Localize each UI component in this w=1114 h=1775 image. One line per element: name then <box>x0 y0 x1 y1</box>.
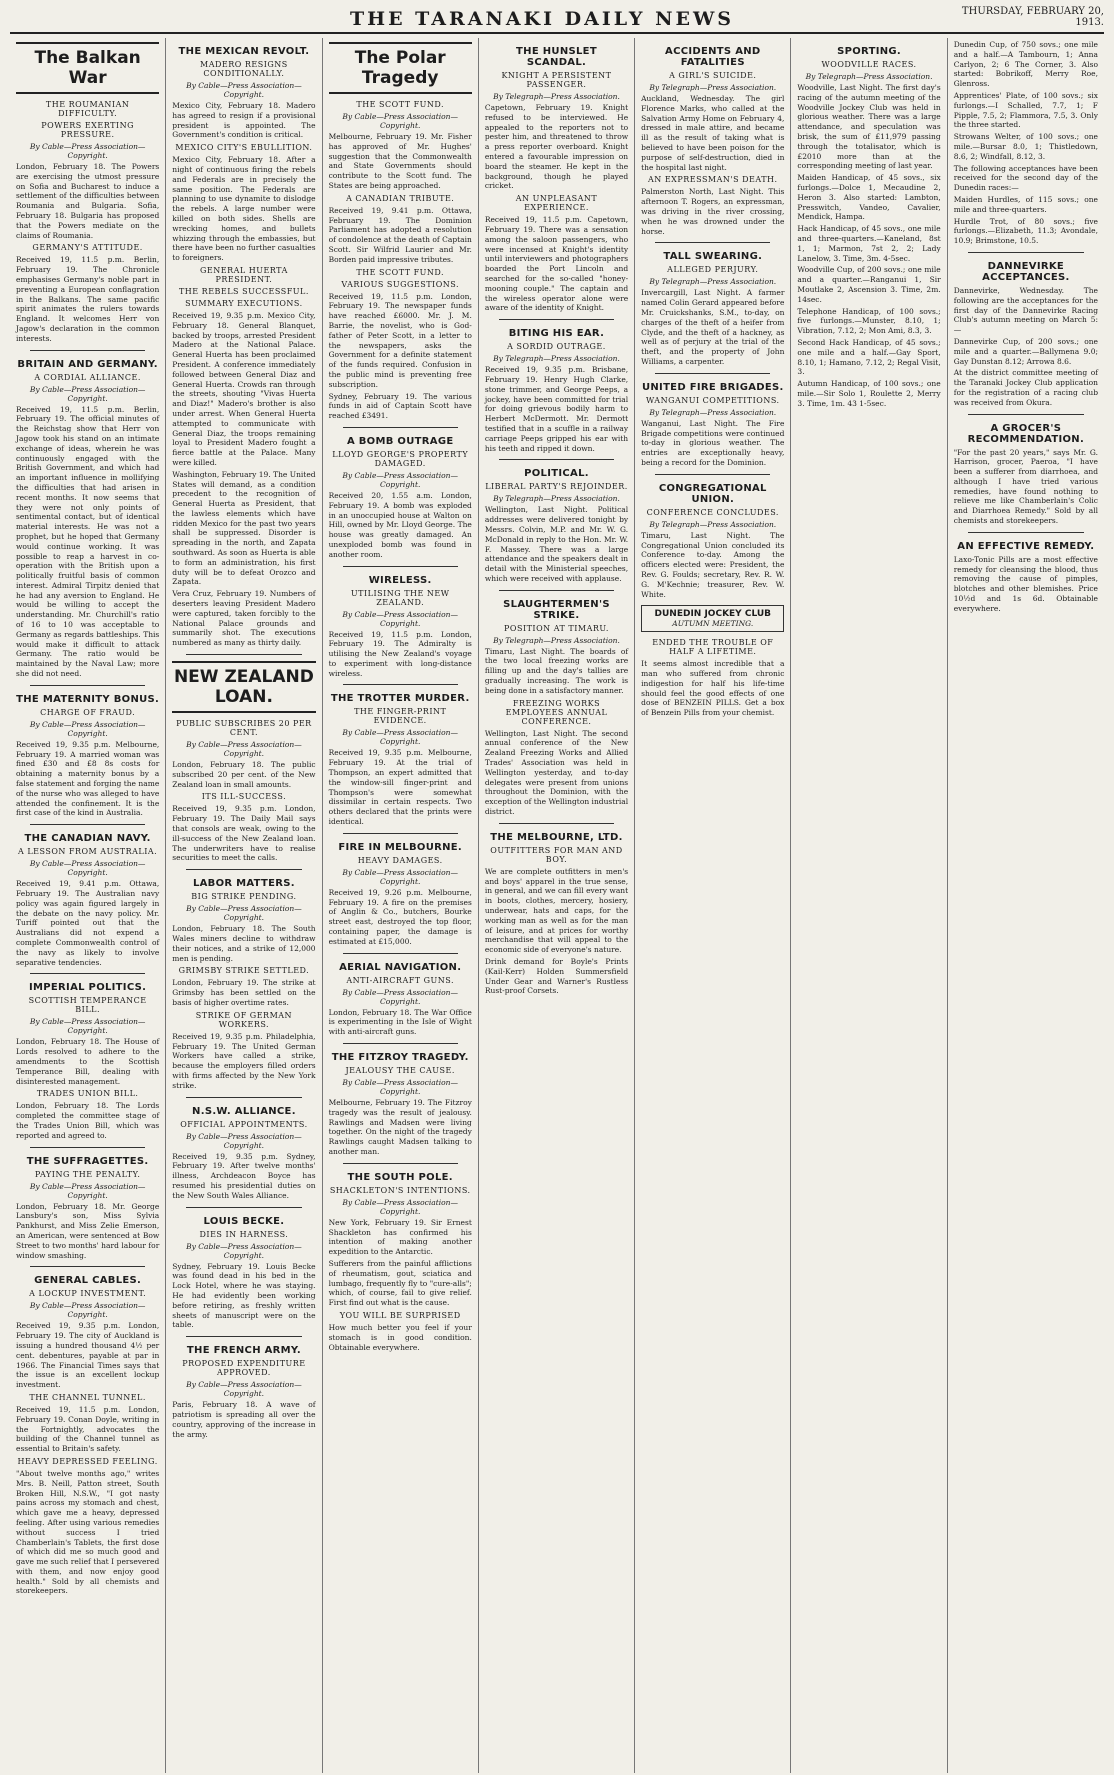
divider <box>499 823 614 824</box>
article-headline: N.S.W. ALLIANCE. <box>192 1105 296 1117</box>
article-subheading: LIBERAL PARTY'S REJOINDER. <box>485 482 628 492</box>
article-text: Dannevirke Cup, of 200 sovs.; one mile and a quarter.—Ballymena 9.0; Gay Dunstan 8.12; Arrowa 8.6. <box>953 336 1098 366</box>
article-text: Strowans Welter, of 100 sovs.; one mile.—Bursar 8.0, 1; Thistledown, 8.6, 2; Windfall, 8.12, 3. <box>953 132 1098 161</box>
article-text: London, February 18. Mr. George Lansbury's son, Miss Sylvia Pankhurst, and Miss Zelie Emerson, an American, were sentenced at Bow Street to two months' hard labour for window smashing. <box>16 1201 160 1260</box>
article-headline: TALL SWEARING. <box>663 251 763 263</box>
article-subheading: ITS ILL-SUCCESS. <box>201 792 287 802</box>
article-text: Autumn Handicap, of 100 sovs.; one mile.—Sir Solo 1, Roulette 2, Merry 3. Time, 1m. 43 1-5sec. <box>797 379 941 408</box>
article-subheading: MADERO RESIGNS CONDITIONALLY. <box>200 60 288 78</box>
article-subheading: A LESSON FROM AUSTRALIA. <box>18 847 158 857</box>
article-text: Melbourne, February 19. Mr. Fisher has approved of Mr. Hughes' suggestion that the Commonwealth and State Governments should contribute to the Scott fund. The States are being approached. <box>328 132 472 190</box>
article-dateline: By Cable—Press Association—Copyright. <box>342 728 458 747</box>
article-text: London, February 18. The Powers are exercising the utmost pressure on Sofia and Bucharest to induce a settlement of the difficulties between Roumania and Bulgaria. Sofia, February 18. Bulgaria has proposed that the Powers mediate on the claims of Roumania. <box>16 162 160 240</box>
article-dateline: By Telegraph—Press Association. <box>493 92 620 101</box>
article-text: Received 19, 9.41 p.m. Ottawa, February 19. The Dominion Parliament has adopted a resolution of condolence at the death of Captain Scott. Sir Wilfrid Laurier and Mr. Borden paid impressive tributes. <box>328 205 472 264</box>
article-subheading: ALLEGED PERJURY. <box>667 265 759 275</box>
article-text: Received 19, 11.5 p.m. Capetown, February 19. There was a sensation among the saloon passengers, who were incensed at Knight's identity until interviewers and photographers boarded the Port Lincoln and searched for the so-called "honey-mooning couple." The captain and the wireless operator alone were aware of the identity of Knight. <box>484 215 629 313</box>
article-text: Maiden Handicap, of 45 sovs., six furlongs.—Dolce 1, Mecaudine 2, Heron 3. Also started: Lambton, Presswitch, Vandeo, Cavalier, Mendick, Hampa. <box>797 173 941 222</box>
article-text: Received 19, 9.41 p.m. Ottawa, February 19. The Australian navy policy was again figured largely in the debate on the navy policy. Mr. Turiff pointed out that the Australians did not expend a complete Commonwealth control of the navy as likely to involve separative tendencies. <box>16 879 160 967</box>
divider <box>30 350 145 351</box>
article-subheading: THE FINGER-PRINT EVIDENCE. <box>354 707 447 726</box>
article-text: Dunedin Cup, of 750 sovs.; one mile and a half.—A Tambourn, 1; Anna Carlyon, 2; 6 The Corner, 3. Also started: Bobrikoff, Merry Roe, Glenross. <box>953 40 1098 89</box>
divider <box>30 685 145 686</box>
article-subheading: ANTI-AIRCRAFT GUNS. <box>346 975 455 985</box>
article-dateline: By Cable—Press Association—Copyright. <box>186 1131 302 1150</box>
article-text: Received 19, 9.35 p.m. London, February 19. The city of Auckland is issuing a hundred thousand 4½ per cent. debentures, payable at par in 1966. The Financial Times says that the issue is an excellent lockup investment. <box>16 1321 160 1390</box>
article-headline: SPORTING. <box>837 46 902 57</box>
article-dateline: By Cable—Press Association—Copyright. <box>29 1181 146 1200</box>
article-text: Received 19, 11.5 p.m. Berlin, February 19. The Chronicle emphasises Germany's noble part in preventing a European conflagration in the Balkans. The same pacific spirit animates the rulers towards England. It welcomes Herr von Jagow's declaration in the common interests. <box>16 255 160 343</box>
article-dateline: By Cable—Press Association—Copyright. <box>186 81 302 99</box>
article-headline: CONGREGATIONAL UNION. <box>658 482 767 505</box>
article-text: Washington, February 19. The United States will demand, as a condition precedent to the recognition of General Huerta as President, that the lawless elements which have ridden Mexico for the past two years shall be suppressed. Disorder is spreading in the north, and Zapata southward. As soon as Huerta is able to form an administration, his first duty will be to defeat Orozco and Zapata. <box>172 469 316 587</box>
article-subheading: AN UNPLEASANT EXPERIENCE. <box>515 194 598 213</box>
article-subheading: YOU WILL BE SURPRISED <box>339 1310 461 1320</box>
article-dateline: By Cable—Press Association—Copyright. <box>186 1241 302 1260</box>
divider <box>499 319 614 320</box>
article-text: Palmerston North, Last Night. This afternoon T. Rogers, an expressman, was driving in the river crossing, when he was drowned under the horse. <box>641 187 785 236</box>
article-subheading: SCOTTISH TEMPERANCE BILL. <box>28 996 147 1015</box>
article-subheading: POWERS EXERTING PRESSURE. <box>41 121 134 139</box>
article-headline: LOUIS BECKE. <box>203 1215 285 1227</box>
article-subheading: FREEZING WORKS EMPLOYEES ANNUAL CONFERENCE. <box>505 698 608 726</box>
article-subheading: JEALOUSY THE CAUSE. <box>345 1066 455 1076</box>
masthead <box>10 6 1104 34</box>
article-dateline: By Telegraph—Press Association. <box>649 83 777 92</box>
article-text: Mexico City, February 18. Madero has agreed to resign if a provisional president is appointed. The Government's condition is critical. <box>172 101 316 140</box>
article-dateline: By Telegraph—Press Association. <box>493 354 620 364</box>
article-text: London, February 18. The Lords completed the committee stage of the Trades Union Bill, which was reported and agreed to. <box>16 1101 160 1140</box>
article-text: "About twelve months ago," writes Mrs. B. Neill, Patton street, South Broken Hill, N.S.W., "I got nasty pains across my stomach and chest, which gave me a heavy, depressed feeling. After using various remedies without success I tried Chamberlain's Tablets, the first dose of which did me so much good and gave me such relief that I persevered with them, and now enjoy good health." Sold by all chemists and storekeepers. <box>16 1468 160 1596</box>
divider <box>30 973 145 974</box>
article-subheading: A GIRL'S SUICIDE. <box>669 71 757 80</box>
divider <box>343 684 458 685</box>
article-subheading: OFFICIAL APPOINTMENTS. <box>180 1119 308 1129</box>
article-dateline: By Cable—Press Association—Copyright. <box>29 1017 146 1036</box>
article-subheading: BIG STRIKE PENDING. <box>191 892 297 902</box>
article-headline: WIRELESS. <box>368 574 432 586</box>
article-subheading: WANGANUI COMPETITIONS. <box>645 395 780 405</box>
article-dateline: By Telegraph—Press Association. <box>649 277 777 287</box>
article-dateline: By Cable—Press Association—Copyright. <box>342 987 458 1006</box>
column-4 <box>479 38 635 1773</box>
article-subheading: POSITION AT TIMARU. <box>504 623 609 633</box>
article-text: Received 19, 9.35 p.m. London, February 19. The Daily Mail says that consols are weak, owing to the ill-success of the New Zealand loan. The underwriters have to realise securities to meet the calls. <box>172 804 316 863</box>
article-subheading: TRADES UNION BILL. <box>36 1089 139 1099</box>
issue-date: THURSDAY, FEBRUARY 20, 1913. <box>961 6 1104 28</box>
article-subheading: SUMMARY EXECUTIONS. <box>185 298 303 308</box>
paper-title: THE TARANAKI DAILY NEWS <box>349 8 735 30</box>
article-subheading: WOODVILLE RACES. <box>821 60 917 69</box>
section-banner: The Polar Tragedy <box>329 42 472 94</box>
article-dateline: By Cable—Press Association—Copyright. <box>342 1078 458 1097</box>
divider <box>968 532 1084 533</box>
article-headline: ACCIDENTS AND FATALITIES <box>665 46 761 68</box>
article-text: Timaru, Last Night. The boards of the two local freezing works are filling up and the day's tallies are gradually increasing. The work is being done in a satisfactory manner. <box>484 646 629 695</box>
article-headline: THE FRENCH ARMY. <box>186 1345 301 1357</box>
article-dateline: By Cable—Press Association—Copyright. <box>342 609 458 628</box>
article-dateline: By Cable—Press Association—Copyright. <box>342 112 458 130</box>
article-text: Auckland, Wednesday. The girl Florence Marks, who called at the Salvation Army Home on February 4, dressed in male attire, and became ill as the result of taking what is believed to have been poison for the purpose of self-destruction, died in the hospital last night. <box>641 94 785 172</box>
article-text: London, February 18. The House of Lords resolved to adhere to the amendments to the Scottish Temperance Bill, dealing with disinterested management. <box>16 1037 160 1086</box>
article-headline: LABOR MATTERS. <box>192 878 295 890</box>
article-dateline: By Cable—Press Association—Copyright. <box>342 867 458 886</box>
article-text: Received 19, 9.35 p.m. Mexico City, February 18. General Blanquet, backed by troops, arrested President Madero at the National Palace. General Huerta has been proclaimed President. A conference immediately followed between General Diaz and General Huerta. Crowds ran through the streets, shouting "Vivas Huerta and Diaz!" Madero's brother is also under arrest. When General Huerta attempted to communicate with General Diaz, the troops remaining loyal to President Madero fought a fierce battle at the Palace. Many were killed. <box>172 310 316 467</box>
article-headline: THE SOUTH POLE. <box>347 1171 453 1183</box>
article-text: Capetown, February 19. Knight refused to be interviewed. He appealed to the reporters not to pester him, and threatened to throw a press reporter overboard. Knight entered a favourable impression on board the steamer. He kept in the background, though he played cricket. <box>484 103 629 191</box>
article-text: Received 19, 9.35 p.m. Melbourne, February 19. A married woman was fined £30 and £8 8s costs for obtaining a maternity bonus by a false statement and forging the name of the nurse who was alleged to have attended the confinement. It is the first case of the kind in Australia. <box>16 739 160 818</box>
column-7 <box>948 38 1104 1773</box>
article-text: Received 19, 11.5 p.m. Berlin, February 19. The official minutes of the Reichstag show that Herr von Jagow took his stand on an intimate exchange of ideas, wherein he was continuously engaged with the British Government, and which had an important influence in mollifying the difficulties that had arisen in recent months. It now seems that they were not only points of sentimental contact, but of identical material interests. He was not a prophet, but he hoped that Germany would continue working. It was possible to reap a harvest in co-operation with the British upon a politically fruitful basis of common interest. Admiral Tirpitz denied that he had any aversion to England. He would be willing to accept the understanding. Mr. Churchill's ratio of 16 to 10 was acceptable to Germany as regards battleships. This would make it difficult to attack Germany. The ratio would be maintained by the Naval Law; more she did not need. <box>16 404 160 679</box>
divider <box>30 824 145 825</box>
article-text: Sydney, February 19. The various funds in aid of Captain Scott have reached £3491. <box>328 391 472 421</box>
article-text: The following acceptances have been received for the second day of the Dunedin races:— <box>953 163 1098 193</box>
article-subheading: UTILISING THE NEW ZEALAND. <box>350 588 450 607</box>
article-headline: GENERAL CABLES. <box>34 1275 142 1287</box>
article-dateline: By Telegraph—Press Association. <box>493 494 620 504</box>
article-subheading: KNIGHT A PERSISTENT PASSENGER. <box>501 71 612 89</box>
divider <box>499 590 614 591</box>
article-text: Laxo-Tonic Pills are a most effective remedy for cleansing the blood, thus removing the cause of pimples, blotches and other blemishes. Price 10½d and 1s 6d. Obtainable everywhere. <box>953 554 1098 613</box>
article-text: Maiden Hurdles, of 115 sovs.; one mile and three-quarters. <box>953 194 1098 214</box>
article-text: Received 19, 9.35 p.m. Sydney, February 19. After twelve months' illness, Archdeacon Boyce has resumed his presidential duties on the New South Wales Alliance. <box>172 1151 316 1200</box>
article-subheading: AN EXPRESSMAN'S DEATH. <box>648 175 778 185</box>
article-text: Received 19, 9.35 p.m. Melbourne, February 19. At the trial of Thompson, an expert admitted that the window-sill finger-print and Thompson's were somewhat dissimilar in certain respects. Two others declared that the prints were identical. <box>328 748 472 827</box>
divider <box>186 1097 301 1098</box>
article-subheading: PAYING THE PENALTY. <box>34 1169 141 1179</box>
article-dateline: By Cable—Press Association—Copyright. <box>29 142 146 160</box>
article-subheading: ENDED THE TROUBLE OF HALF A LIFETIME. <box>652 638 774 657</box>
article-headline: UNITED FIRE BRIGADES. <box>641 381 784 393</box>
article-headline: SLAUGHTERMEN'S STRIKE. <box>503 598 610 621</box>
article-text: At the district committee meeting of the Taranaki Jockey Club application for the registration of a racing club was received from Okura. <box>953 368 1098 407</box>
article-dateline: By Cable—Press Association—Copyright. <box>29 719 146 738</box>
article-text: London, February 18. The War Office is experimenting in the Isle of Wight with anti-aircraft guns. <box>328 1007 472 1037</box>
page-number <box>10 28 140 32</box>
divider <box>186 654 301 655</box>
article-headline: THE MELBOURNE, LTD. <box>490 831 623 843</box>
article-text: Vera Cruz, February 19. Numbers of deserters leaving President Madero were captured, taken forcibly to the National Palace grounds and summarily shot. The executions numbered as many as thirty daily. <box>172 589 316 648</box>
article-subheading: CONFERENCE CONCLUDES. <box>646 507 779 517</box>
article-subheading: HEAVY DAMAGES. <box>357 855 443 865</box>
divider <box>499 459 614 460</box>
article-text: Received 19, 9.26 p.m. Melbourne, February 19. A fire on the premises of Anglin & Co., butchers, Bourke street east, destroyed the top floor, containing paper, the damage is estimated at £15,000. <box>328 887 472 946</box>
advertisement <box>641 605 784 632</box>
article-text: London, February 18. The public subscribed 20 per cent. of the New Zealand loan in small amounts. <box>172 760 316 789</box>
article-text: Woodville, Last Night. The first day's racing of the autumn meeting of the Woodville Jockey Club was held in glorious weather. There was a large attendance, and speculation was brisk, the sum of £11,979 passing through the totalisator, which is £2010 more than at the corresponding meeting of last year. <box>797 83 941 171</box>
article-headline: AERIAL NAVIGATION. <box>339 961 462 973</box>
article-text: Received 19, 11.5 p.m. London, February 19. The Admiralty is utilising the New Zealand's voyage to experiment with long-distance wireless. <box>328 629 472 678</box>
article-text: Hurdle Trot, of 80 sovs.; five furlongs.—Elizabeth, 11.3; Avondale, 10.9; Brimstone, 10.5. <box>953 216 1098 246</box>
column-5 <box>635 38 791 1773</box>
article-subheading: HEAVY DEPRESSED FEELING. <box>17 1456 158 1466</box>
article-text: Second Hack Handicap, of 45 sovs.; one mile and a half.—Gay Sport, 8.10, 1; Hamano, 7.12, 2; Regal Visit, 3. <box>797 337 941 377</box>
article-text: Sufferers from the painful afflictions of rheumatism, gout, sciatica and lumbago, frequently fly to "cure-alls"; which, of course, fail to give relief. First find out what is the cause. <box>328 1259 472 1308</box>
article-text: Paris, February 18. A wave of patriotism is spreading all over the country, approving of the increase in the army. <box>172 1400 316 1439</box>
article-subheading: PUBLIC SUBSCRIBES 20 PER CENT. <box>176 719 312 738</box>
article-headline: THE SUFFRAGETTES. <box>26 1155 149 1167</box>
article-subheading: A CORDIAL ALLIANCE. <box>34 372 141 382</box>
divider <box>655 373 770 374</box>
divider <box>968 252 1084 253</box>
article-text: Received 19, 9.35 p.m. Philadelphia, February 19. The United German Workers have called a strike, because the employers filled orders with firms affected by the New York strike. <box>172 1031 316 1090</box>
article-dateline: By Cable—Press Association—Copyright. <box>29 1301 146 1320</box>
article-subheading: STRIKE OF GERMAN WORKERS. <box>195 1010 293 1029</box>
column-6 <box>791 38 947 1773</box>
article-text: Telephone Handicap, of 100 sovs.; five furlongs.—Munster, 8.10, 1; Vibration, 7.12, 2; Mon Ami, 8.3, 3. <box>797 306 941 336</box>
divider <box>968 414 1084 415</box>
article-headline: A BOMB OUTRAGE <box>346 435 454 447</box>
article-headline: THE MEXICAN REVOLT. <box>178 46 310 57</box>
article-text: Hack Handicap, of 45 sovs., one mile and three-quarters.—Kaneland, 8st 1, 1; Marmon, 7st 2, 2; Lady Lanelow, 3. Time, 3m. 4-5sec. <box>797 224 941 263</box>
article-text: Dannevirke, Wednesday. The following are the acceptances for the first day of the Dannevirke Racing Club's autumn meeting on March 5:— <box>953 285 1098 335</box>
article-text: Woodville Cup, of 200 sovs.; one mile and a quarter.—Ranganui 1, Sir Moutlake 2, Ascension 3. Time, 2m. 14sec. <box>797 265 941 304</box>
article-text: New York, February 19. Sir Ernest Shackleton has confirmed his intention of making another expedition to the Antarctic. <box>328 1217 472 1257</box>
article-subheading: SHACKLETON'S INTENTIONS. <box>329 1185 471 1195</box>
divider <box>186 1207 301 1208</box>
article-subheading: GRIMSBY STRIKE SETTLED. <box>178 966 310 976</box>
divider <box>186 869 301 870</box>
section-banner: NEW ZEALAND LOAN. <box>172 661 315 713</box>
article-text: Received 19, 11.5 p.m. London, February 19. Conan Doyle, writing in the Fortnightly, advocates the building of the Channel tunnel as essential to Britain's safety. <box>16 1404 160 1454</box>
article-text: We are complete outfitters in men's and boys' apparel in the true sense, in general, and we can fill every want in boots, clothes, mercery, hosiery, underwear, hats and caps, for the working man as well as for the man of leisure, and at prices for worthy merchandise that will appeal to the economic side of everyone's nature. <box>484 866 629 955</box>
article-headline: THE FITZROY TRAGEDY. <box>331 1052 469 1064</box>
divider <box>343 1163 458 1164</box>
divider <box>655 242 770 243</box>
article-dateline: By Cable—Press Association—Copyright. <box>29 384 146 403</box>
article-headline: BITING HIS EAR. <box>508 328 605 340</box>
article-text: Melbourne, February 19. The Fitzroy tragedy was the result of jealousy. Rawlings and Madsen were living together. On the night of the tragedy Rawlings caught Madsen talking to another man. <box>328 1098 472 1157</box>
article-dateline: By Telegraph—Press Association. <box>649 407 777 417</box>
column-3 <box>323 38 479 1773</box>
article-subheading: A CANADIAN TRIBUTE. <box>346 193 455 203</box>
advertisement-title: DUNEDIN JOCKEY CLUB <box>654 609 772 620</box>
article-subheading: GENERAL HUERTA PRESIDENT. <box>200 265 288 284</box>
article-headline: POLITICAL. <box>524 468 589 480</box>
article-text: Mexico City, February 18. After a night of continuous firing the rebels and Federals are in precisely the same position. The Federals are planning to use dynamite to dislodge the rebels. A large number were killed on both sides. Shells are wrecking homes, and bullets whizzing through the embassies, but there have been no further casualties to foreigners. <box>172 155 316 263</box>
article-headline: AN EFFECTIVE REMEDY. <box>957 540 1095 552</box>
article-text: Wellington, Last Night. The second annual conference of the New Zealand Freezing Works and Allied Trades' Association was held in Wellington yesterday, and to-day delegates were present from unions throughout the Dominion, with the exception of the Wellington industrial district. <box>484 728 629 817</box>
divider <box>343 953 458 954</box>
article-text: Apprentices' Plate, of 100 sovs.; six furlongs.—I Schalled, 7.7, 1; F Pipple, 7.5, 2; Flammora, 7.5, 3. Only the three started. <box>953 90 1098 130</box>
divider <box>186 1336 301 1337</box>
article-subheading: DIES IN HARNESS. <box>199 1229 289 1239</box>
article-text: London, February 19. The strike at Grimsby has been settled on the basis of higher overtime rates. <box>172 978 316 1007</box>
article-text: Invercargill, Last Night. A farmer named Colin Gerard appeared before Mr. Cruickshanks, S.M., to-day, on charges of the theft of a heifer from Clyde, and the theft of a hackney, as well as of perjury at the trial of the theft, and the property of John Williams, a carpenter. <box>641 288 785 366</box>
article-headline: IMPERIAL POLITICS. <box>29 982 147 994</box>
article-dateline: By Telegraph—Press Association. <box>493 635 620 645</box>
article-headline: THE CANADIAN NAVY. <box>24 833 151 845</box>
article-subheading: THE CHANNEL TUNNEL. <box>29 1392 146 1402</box>
column-2 <box>166 38 322 1773</box>
article-dateline: By Cable—Press Association—Copyright. <box>186 1380 302 1399</box>
divider <box>343 566 458 567</box>
article-subheading: GERMANY'S ATTITUDE. <box>32 243 143 253</box>
advertisement-tagline: AUTUMN MEETING. <box>672 619 754 629</box>
article-subheading: A LOCKUP INVESTMENT. <box>29 1289 147 1299</box>
article-headline: DANNEVIRKE ACCEPTANCES. <box>982 260 1070 283</box>
article-headline: FIRE IN MELBOURNE. <box>338 841 463 853</box>
article-text: Drink demand for Boyle's Prints (Kail-Kerr) Holden Summersfield Under Gear and Warner's Rustless Rust-proof Corsets. <box>484 957 629 996</box>
article-subheading: OUTFITTERS FOR MAN AND BOY. <box>490 845 623 864</box>
article-dateline: By Cable—Press Association—Copyright. <box>29 859 146 878</box>
article-subheading: PROPOSED EXPENDITURE APPROVED. <box>182 1359 306 1378</box>
article-text: "For the past 20 years," says Mr. G. Harrison, grocer, Paeroa, "I have been a sufferer from diarrhoea, and although I have tried various remedies, have found nothing to relieve me like Chamberlain's Colic and Diarrhoea Remedy." Sold by all chemists and storekeepers. <box>953 447 1098 526</box>
divider <box>343 833 458 834</box>
article-text: Wellington, Last Night. Political addresses were delivered tonight by Messrs. Colvin, M.P. and Mr. W. G. McDonald in reply to the Hon. Mr. W. F. Massey. There was a large attendance and the speakers dealt in detail with the Ministerial speeches, which were received with applause. <box>484 505 629 583</box>
article-text: Received 19, 9.35 p.m. Brisbane, February 19. Henry Hugh Clarke, stone trimmer, and George Peeps, a jockey, have been committed for trial for doing grievous bodily harm to Herbert McDermott. Mr. Dermott testified that in a scuffle in a railway carriage Peeps gripped his ear with his teeth and ripped it down. <box>484 365 629 453</box>
divider <box>655 474 770 475</box>
divider <box>343 1043 458 1044</box>
article-headline: A GROCER'S RECOMMENDATION. <box>967 422 1085 445</box>
article-dateline: By Cable—Press Association—Copyright. <box>342 1197 458 1216</box>
article-text: Received 20, 1.55 a.m. London, February 19. A bomb was exploded in an unoccupied house at Walton on Hill, owned by Mr. Lloyd George. The house was greatly damaged. An unexploded bomb was found in another room. <box>328 490 472 559</box>
article-dateline: By Cable—Press Association—Copyright. <box>342 470 458 489</box>
article-headline: THE HUNSLET SCANDAL. <box>516 46 597 68</box>
divider <box>343 427 458 428</box>
article-subheading: CHARGE OF FRAUD. <box>40 707 136 717</box>
column-1 <box>10 38 166 1773</box>
article-text: London, February 18. The South Wales miners decline to withdraw their notices, and a strike of 12,000 men is pending. <box>172 924 316 963</box>
columns <box>10 38 1104 1773</box>
article-text: Timaru, Last Night. The Congregational Union concluded its Conference to-day. Among the officers elected were: President, the Rev. G. Foulds; secretary, Rev. R. W. G. M'Kechnie; treasurer, Rev. W. White. <box>641 530 785 599</box>
article-text: Received 19, 11.5 p.m. London, February 19. The newspaper funds have reached £6000. Mr. J. M. Barrie, the novelist, who is God-father of Peter Scott, in a letter to the newspapers, asks the Government for a definite statement of the funds required. Confusion in the public mind is preventing free subscription. <box>328 291 472 389</box>
article-subheading: MEXICO CITY'S EBULLITION. <box>175 143 313 153</box>
article-headline: BRITAIN AND GERMANY. <box>17 358 158 370</box>
article-dateline: By Telegraph—Press Association. <box>805 72 933 81</box>
article-text: How much better you feel if your stomach is in good condition. Obtainable everywhere. <box>328 1322 472 1352</box>
divider <box>30 1266 145 1267</box>
article-dateline: By Cable—Press Association—Copyright. <box>186 740 302 759</box>
article-text: Wanganui, Last Night. The Fire Brigade competitions were continued to-day in glorious weather. The entries are exceptionally heavy, being a record for the Dominion. <box>641 418 785 467</box>
article-headline: THE MATERNITY BONUS. <box>16 693 160 705</box>
article-subheading: THE ROUMANIAN DIFFICULTY. <box>45 100 130 118</box>
article-subheading: A SORDID OUTRAGE. <box>507 342 606 352</box>
article-dateline: By Cable—Press Association—Copyright. <box>186 904 302 923</box>
article-text: It seems almost incredible that a man who suffered from chronic indigestion for half his life-time should feel the good effects of one dose of BENZEIN PILLS. Get a box of Benzein Pills from your chemist. <box>641 659 785 718</box>
article-subheading: THE REBELS SUCCESSFUL. <box>178 286 309 296</box>
article-subheading: THE SCOTT FUND. <box>356 267 445 277</box>
article-headline: THE TROTTER MURDER. <box>330 693 470 705</box>
article-subheading: VARIOUS SUGGESTIONS. <box>341 279 460 289</box>
section-banner: The Balkan War <box>16 42 159 94</box>
divider <box>30 1147 145 1148</box>
article-subheading: THE SCOTT FUND. <box>356 100 445 109</box>
article-subheading: LLOYD GEORGE'S PROPERTY DAMAGED. <box>332 449 469 468</box>
article-text: Sydney, February 19. Louis Becke was found dead in his bed in the Lock Hotel, where he was staying. He had evidently been working before retiring, as freshly written sheets of manuscript were on the table. <box>172 1261 316 1330</box>
article-dateline: By Telegraph—Press Association. <box>649 519 777 529</box>
